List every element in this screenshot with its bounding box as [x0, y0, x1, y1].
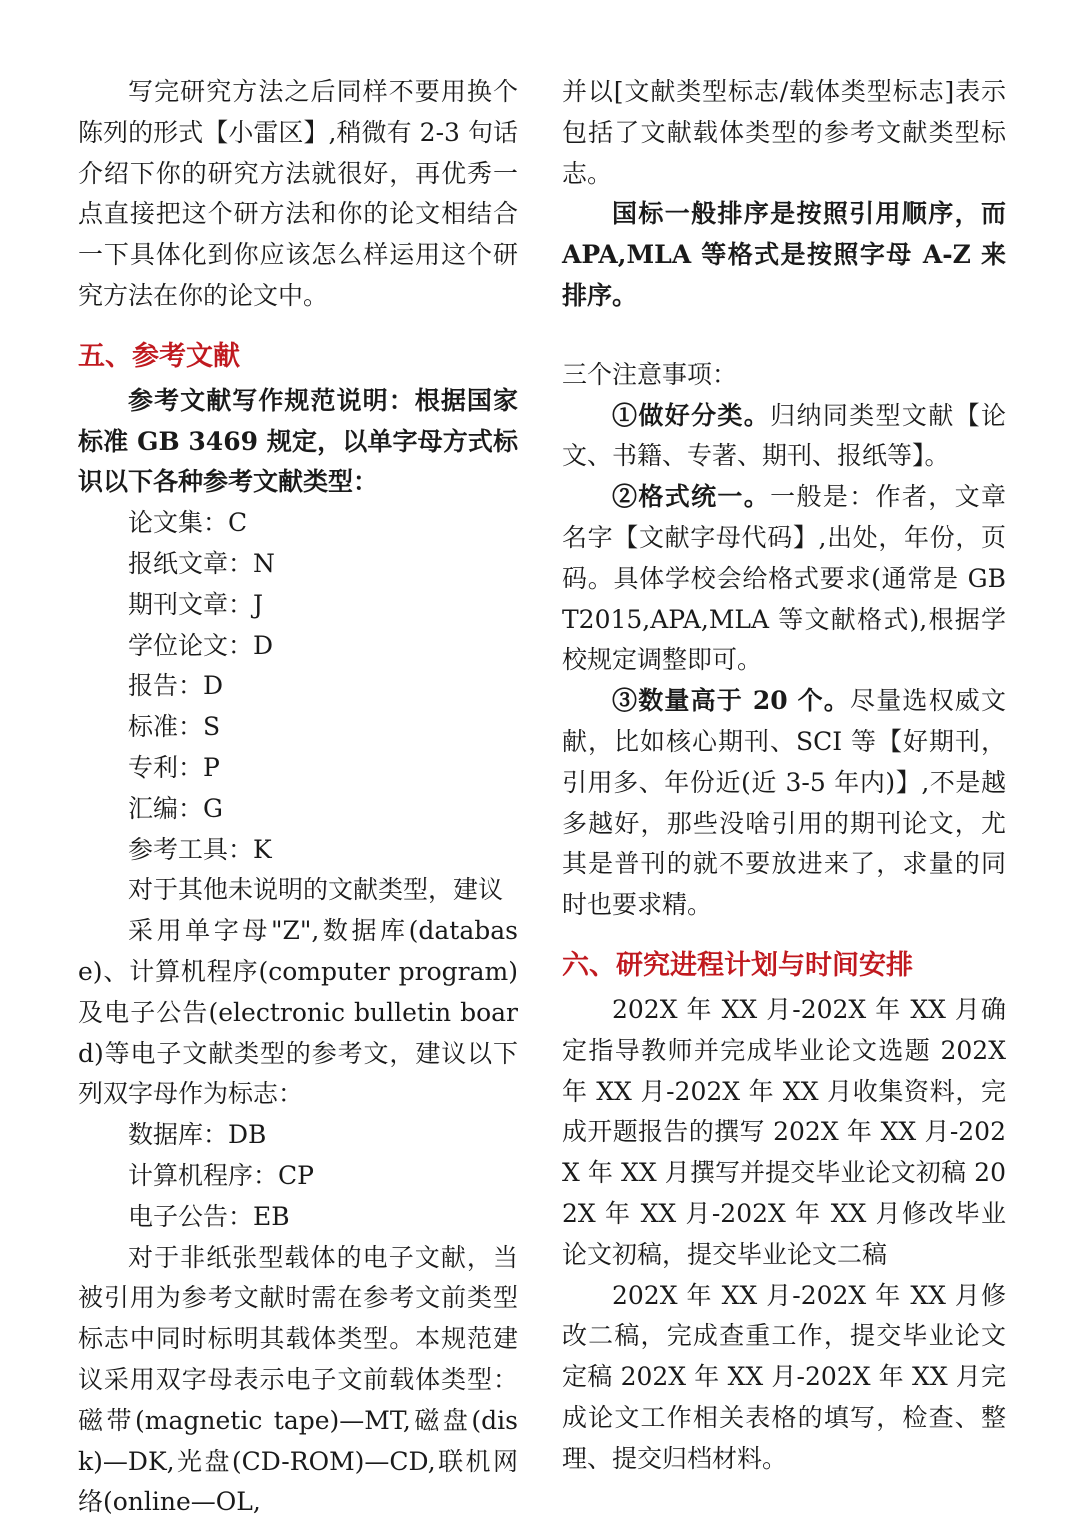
note-item — [562, 477, 1006, 681]
other-types-paragraph: 采用单字母"Z",数据库(database)、计算机程序(computer program)及电子公告(electronic bulletin board)等电子文献类型的参考文，建议以下列双字母作为标志： — [78, 916, 518, 1109]
type-code-item: 报纸文章：N — [128, 548, 275, 578]
other-types-line: 对于其他未说明的文献类型，建议 — [128, 875, 504, 905]
double-code-item: 数据库：DB — [128, 1120, 267, 1150]
note-text: 归纳同类型文献【论文、书籍、专著、期刊、报纸等】。 — [562, 400, 1006, 471]
section5-heading: 五、参考文献 — [78, 340, 240, 372]
notes-title: 三个注意事项： — [562, 359, 738, 389]
schedule-paragraph: 202X 年 XX 月-202X 年 XX 月确定指导教师并完成毕业论文选题 202X 年 XX 月-202X 年 XX 月收集资料，完成开题报告的撰写 202X 年 XX 月-202X 年 XX 月撰写并提交毕业论文初稿 202X 年 XX 月-202X 年 XX 月修改毕业论文初稿，提交毕业论文二稿 — [562, 994, 1006, 1269]
electronic-paragraph: 对于非纸张型载体的电子文献，当被引用为参考文献时需在参考文前类型标志中同时标明其载体类型。本规范建议采用双字母表示电子文前载体类型：磁带(magnetic tape)—MT,磁盘(disk)—DK,光盘(CD-ROM)—CD,联机网络(online—OL, — [78, 1242, 518, 1517]
note-lead: ③数量高于 20 个。 — [612, 686, 850, 716]
type-code-item: 学位论文：D — [128, 630, 274, 660]
double-code-item: 电子公告：EB — [128, 1201, 290, 1231]
right-column — [562, 72, 1006, 1480]
note-lead: ①做好分类。 — [612, 400, 771, 430]
type-code-item: 标准：S — [128, 712, 221, 742]
left-column — [78, 72, 518, 1523]
type-code-item: 期刊文章：J — [128, 589, 264, 619]
intro-paragraph: 写完研究方法之后同样不要用换个陈列的形式【小雷区】,稍微有 2-3 句话介绍下你的研究方法就很好，再优秀一点直接把这个研方法和你的论文相结合一下具体化到你应该怎么样运用这个研究方法在你的论文中。 — [78, 77, 518, 310]
type-code-item: 论文集：C — [128, 508, 248, 538]
type-code-item: 报告：D — [128, 671, 224, 701]
type-code-item: 专利：P — [128, 752, 220, 782]
continuation-paragraph: 并以[文献类型标志/载体类型标志]表示包括了文献载体类型的参考文献类型标志。 — [562, 77, 1006, 188]
type-code-list — [78, 503, 518, 870]
schedule-paragraph: 202X 年 XX 月-202X 年 XX 月修改二稿，完成查重工作，提交毕业论文定稿 202X 年 XX 月-202X 年 XX 月完成论文工作相关表格的填写，检查、整理、提交归档材料。 — [562, 1280, 1006, 1473]
sorting-paragraph: 国标一般排序是按照引用顺序，而 APA,MLA 等格式是按照字母 A-Z 来排序。 — [562, 199, 1006, 310]
norm-note: 参考文献写作规范说明：根据国家标准 GB 3469 规定，以单字母方式标识以下各种参考文献类型： — [78, 385, 518, 497]
note-item — [562, 681, 1006, 926]
type-code-item: 汇编：G — [128, 793, 223, 823]
note-text: 尽量选权威文献，比如核心期刊、SCI 等【好期刊，引用多、年份近(近 3-5 年内)】,不是越多越好，那些没啥引用的期刊论文，尤其是普刊的就不要放进来了，求量的同时也要求精。 — [562, 686, 1006, 920]
type-code-item: 参考工具：K — [128, 834, 272, 864]
note-text: 一般是：作者，文章名字【文献字母代码】,出处，年份，页码。具体学校会给格式要求(通常是 GBT2015,APA,MLA 等文献格式),根据学校规定调整即可。 — [562, 482, 1006, 675]
section6-heading: 六、研究进程计划与时间安排 — [562, 949, 913, 981]
double-code-item: 计算机程序：CP — [128, 1160, 314, 1190]
double-code-list — [78, 1115, 518, 1237]
note-item — [562, 396, 1006, 478]
note-lead: ②格式统一。 — [612, 482, 771, 512]
